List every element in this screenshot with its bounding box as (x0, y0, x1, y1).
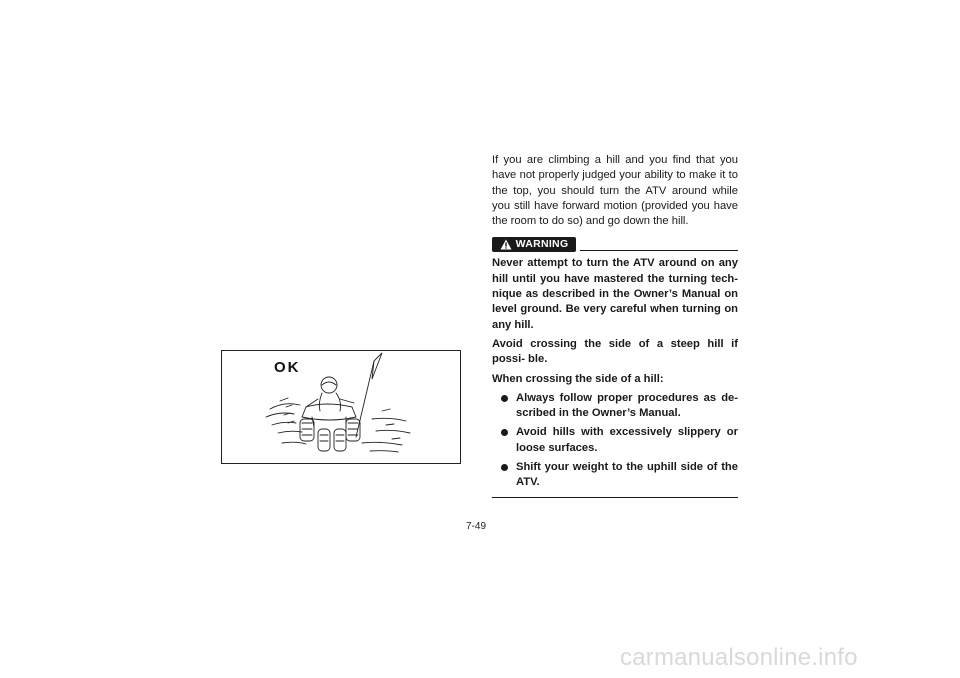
figure-label-ok: OK (274, 359, 301, 376)
warning-paragraph: Avoid crossing the side of a steep hill if possi- ble. (492, 337, 738, 366)
illustration-frame (221, 350, 461, 464)
list-item (492, 460, 738, 491)
warning-rule (580, 250, 738, 251)
warning-paragraph: Never attempt to turn the ATV around on any hill until you have mastered the turning tech- nique as described in the Owner’s Manual on level ground. Be very careful when turning on any hill. (492, 257, 738, 331)
bullet-text: Avoid hills with excessively slippery or loose surfaces. (516, 426, 738, 454)
bullet-text: Always follow proper procedures as de- scribed in the Owner’s Manual. (516, 391, 738, 420)
page-number: 7-49 (466, 521, 487, 532)
watermark-text: carmanualsonline.info (620, 644, 858, 671)
bullet-text: Shift your weight to the uphill side of the ATV. (516, 461, 738, 489)
warning-bullet-list (492, 391, 738, 491)
list-item (492, 391, 738, 422)
warning-end-rule (492, 497, 738, 498)
atv-hill-turn-illustration (222, 351, 460, 463)
warning-paragraph: When crossing the side of a hill: (492, 372, 664, 385)
warning-header (492, 237, 738, 253)
bullet-dot-icon (501, 395, 508, 402)
warning-badge (492, 237, 576, 252)
intro-paragraph: If you are climbing a hill and you find that you have not properly judged your ability to make it to the top, you should turn the ATV around while you still have forward motion (provided you have the room to do so) and go down the hill. (492, 154, 738, 228)
text-column (492, 153, 738, 498)
warning-triangle-icon (500, 239, 512, 250)
warning-label: WARNING (515, 238, 569, 251)
bullet-dot-icon (501, 429, 508, 436)
bullet-dot-icon (501, 464, 508, 471)
list-item (492, 425, 738, 456)
